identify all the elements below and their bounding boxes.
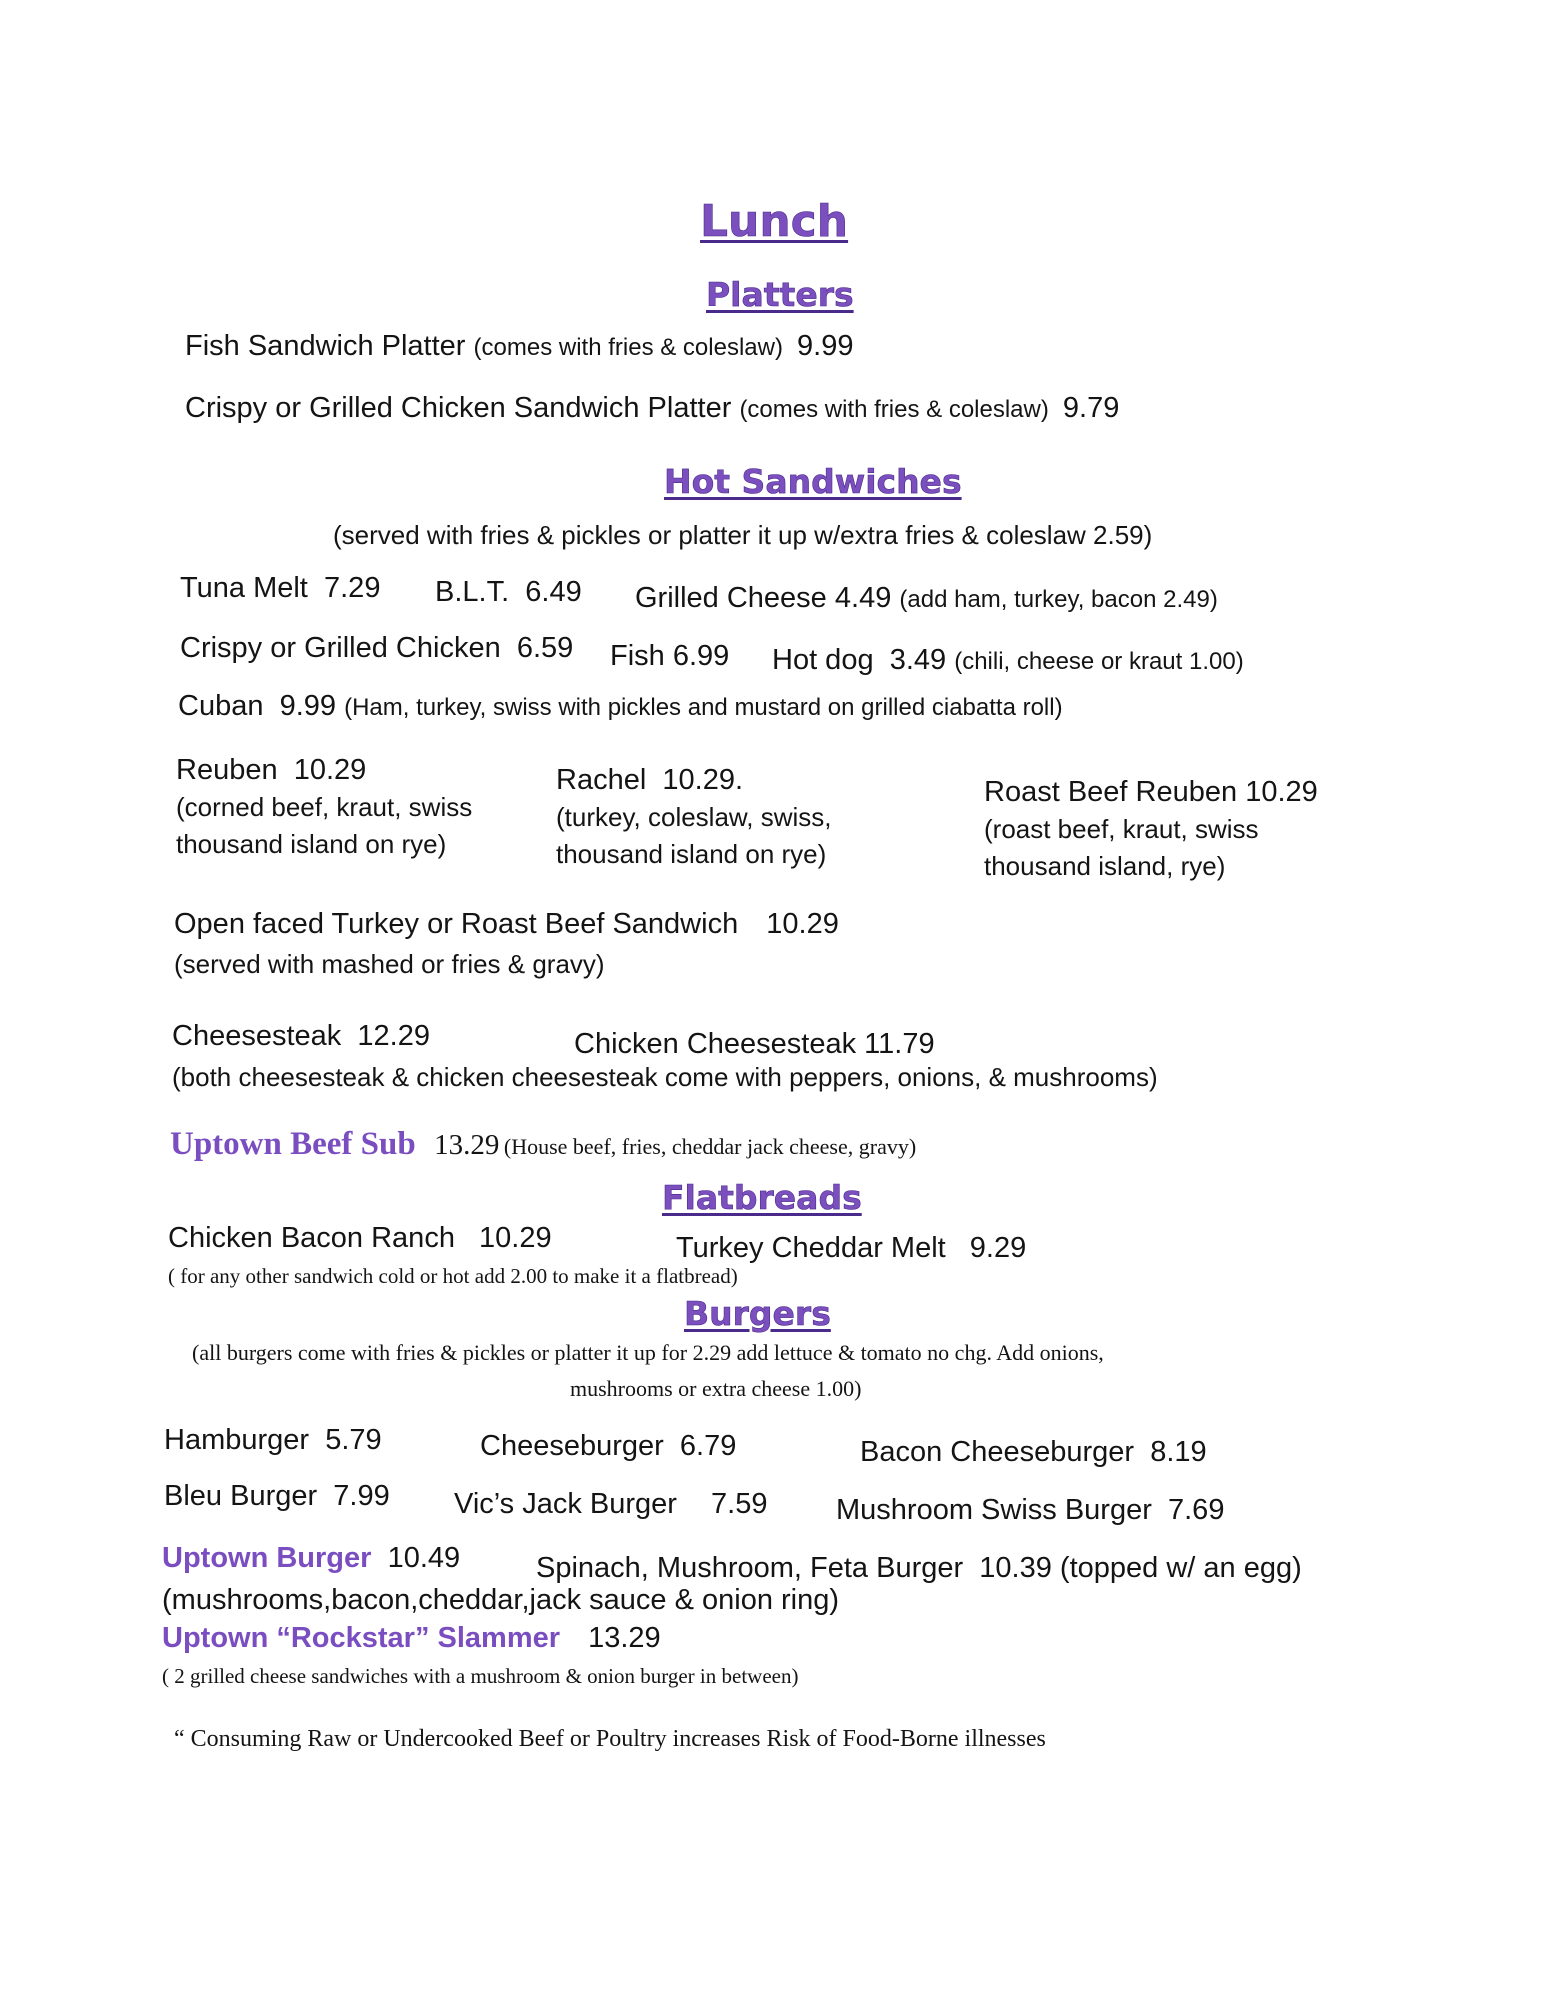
item-desc: (Ham, turkey, swiss with pickles and mustard on grilled ciabatta roll) [344,694,1063,721]
cheesesteak-note: (both cheesesteak & chicken cheesesteak come with peppers, onions, & mushrooms) [172,1062,1158,1092]
menu-item-reuben [176,752,472,863]
item-name: Tuna Melt [180,572,308,604]
item-price: 7.99 [333,1480,390,1512]
menu-item-bacon-cheeseburger [860,1436,1207,1469]
item-name: Fish Sandwich Platter [185,330,466,362]
item-name: Turkey Cheddar Melt [676,1232,946,1264]
item-price: 8.19 [1150,1436,1207,1468]
item-desc: (comes with fries & coleslaw) [739,396,1049,423]
item-name: Crispy or Grilled Chicken Sandwich Platter [185,392,732,424]
item-price: 10.29 [1245,776,1318,808]
item-price: 6.79 [679,1430,737,1462]
item-desc: (turkey, coleslaw, swiss, [556,802,832,832]
burgers-heading: Burgers [684,1294,831,1333]
hot-sandwiches-note: (served with fries & pickles or platter it up w/extra fries & coleslaw 2.59) [333,520,1153,550]
item-price: 12.29 [357,1020,430,1052]
rockstar-desc: ( 2 grilled cheese sandwiches with a mushroom & onion burger in between) [162,1664,799,1688]
food-safety-disclaimer: “ Consuming Raw or Undercooked Beef or Poultry increases Risk of Food-Borne illnesses [174,1726,1046,1752]
flatbreads-heading: Flatbreads [662,1178,862,1217]
item-desc: (roast beef, kraut, swiss [984,814,1259,844]
item-desc: (topped w/ an egg) [1059,1552,1302,1584]
item-name: Chicken Cheesesteak [574,1028,857,1060]
menu-item-fish [610,640,729,673]
item-price: 10.49 [387,1542,461,1574]
menu-item-rachel [556,762,831,873]
item-desc: (served with mashed or fries & gravy) [174,949,605,979]
item-name: Crispy or Grilled Chicken [180,632,501,664]
item-name: Vic’s Jack Burger [454,1488,677,1520]
item-desc: thousand island on rye) [176,829,447,859]
item-desc: (chili, cheese or kraut 1.00) [954,648,1244,675]
item-price: 11.79 [864,1028,935,1060]
menu-item-blt [435,576,582,609]
menu-item-mushroom-swiss-burger [836,1494,1224,1527]
item-desc: (corned beef, kraut, swiss [176,792,473,822]
item-desc: thousand island on rye) [556,839,827,869]
item-name: Hot dog [772,644,874,676]
item-desc: (add ham, turkey, bacon 2.49) [899,586,1218,613]
menu-item-cheeseburger [480,1430,736,1463]
item-price: 4.49 [834,582,892,614]
menu-item-hamburger [164,1424,382,1457]
item-price: 7.59 [711,1488,768,1520]
menu-item-open-faced [174,904,839,984]
uptown-burger-desc: (mushrooms,bacon,cheddar,jack sauce & onion ring) [162,1584,840,1616]
item-name: Hamburger [164,1424,310,1456]
item-name: Mushroom Swiss Burger [836,1494,1152,1526]
item-price: 10.29 [293,754,367,786]
item-desc: (comes with fries & coleslaw) [473,334,783,361]
menu-item-cheesesteak [172,1020,430,1053]
menu-item-tuna-melt [180,572,380,605]
hot-sandwiches-heading: Hot Sandwiches [664,462,962,501]
menu-item-fish-sandwich-platter [185,330,853,363]
item-desc: thousand island, rye) [984,851,1226,881]
item-price: 9.29 [969,1232,1027,1264]
item-name: Uptown Beef Sub [170,1126,416,1162]
menu-item-rockstar-slammer [162,1622,661,1655]
item-price: 7.29 [324,572,381,604]
item-name: Reuben [176,754,278,786]
item-price: 9.79 [1062,392,1120,424]
menu-item-vics-jack-burger [454,1488,767,1521]
item-price: 10.29. [662,764,744,796]
menu-item-cuban [178,690,1063,723]
item-name: Fish [610,640,665,672]
item-name: Cheeseburger [480,1430,664,1462]
menu-item-chicken-sandwich-platter [185,392,1119,425]
item-price: 10.39 [979,1552,1052,1584]
burgers-note-line1: (all burgers come with fries & pickles or platter it up for 2.29 add lettuce & tomato no chg. Add onions, [192,1340,1104,1365]
platters-heading: Platters [706,275,854,314]
item-price: 13.29 [588,1622,661,1654]
menu-item-spinach-feta-burger [536,1552,1302,1585]
item-name: Bleu Burger [164,1480,318,1512]
item-name: Cuban [178,690,264,722]
item-price: 7.69 [1168,1494,1225,1526]
item-price: 9.99 [797,330,854,362]
menu-item-bleu-burger [164,1480,390,1513]
item-name: Bacon Cheeseburger [860,1436,1135,1468]
item-name: Cheesesteak [172,1020,342,1052]
page-title: Lunch [700,196,849,247]
item-price: 6.59 [516,632,574,664]
item-name: Spinach, Mushroom, Feta Burger [536,1552,964,1584]
item-price: 10.29 [479,1222,552,1254]
item-name: Roast Beef Reuben [984,776,1238,808]
item-name: Open faced Turkey or Roast Beef Sandwich [174,908,739,940]
menu-item-grilled-cheese [635,582,1218,615]
menu-item-uptown-beef-sub [170,1126,916,1163]
item-price: 9.99 [279,690,337,722]
item-name: Chicken Bacon Ranch [168,1222,455,1254]
menu-item-hot-dog [772,644,1244,677]
item-price: 10.29 [766,908,839,940]
item-name: Uptown Burger [162,1542,372,1574]
menu-item-roast-beef-reuben [984,774,1318,885]
item-price: 6.49 [525,576,582,608]
menu-item-turkey-cheddar-melt [676,1232,1026,1265]
item-price: 3.49 [889,644,947,676]
menu-item-crispy-chicken [180,632,573,665]
flatbreads-note: ( for any other sandwich cold or hot add 2.00 to make it a flatbread) [168,1264,738,1288]
item-name: Rachel [556,764,647,796]
burgers-note-line2: mushrooms or extra cheese 1.00) [570,1376,862,1401]
item-name: Grilled Cheese [635,582,827,614]
item-price: 6.99 [672,640,730,672]
menu-item-chicken-bacon-ranch [168,1222,552,1255]
item-name: Uptown “Rockstar” Slammer [162,1622,561,1654]
item-desc: (House beef, fries, cheddar jack cheese, gravy) [503,1134,917,1159]
item-price: 13.29 [434,1129,500,1161]
item-price: 5.79 [325,1424,382,1456]
menu-item-uptown-burger [162,1542,460,1575]
item-name: B.L.T. [435,576,510,608]
menu-item-chicken-cheesesteak [574,1028,935,1061]
